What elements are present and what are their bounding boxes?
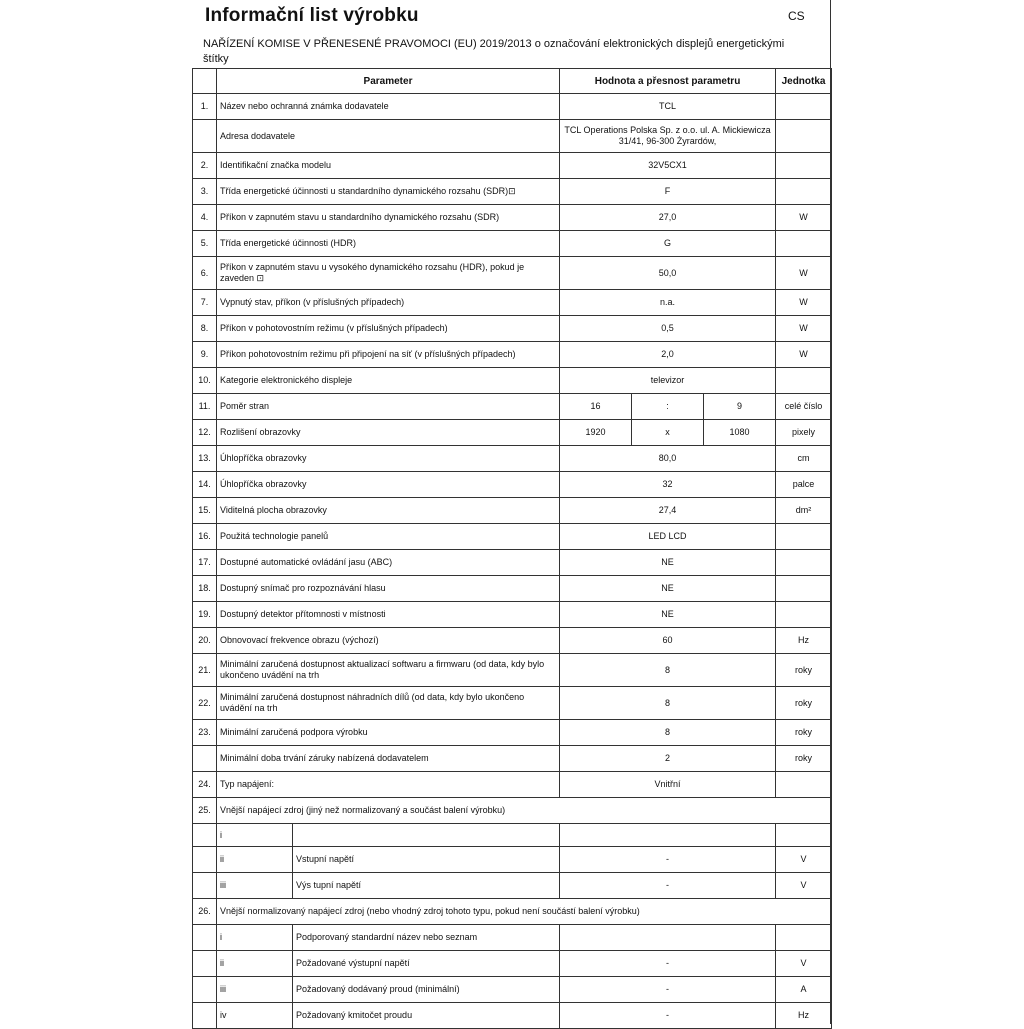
value-part-a: 1920 [560,420,632,446]
row-number: 26. [193,899,217,925]
section-title: Vnější napájecí zdroj (jiný než normalizovaný a součást balení výrobku) [217,798,832,824]
row-number: 24. [193,772,217,798]
table-row [193,257,832,290]
page-title: Informační list výrobku [205,5,419,26]
parameter-unit: dm² [776,498,832,524]
parameter-unit: W [776,257,832,290]
parameter-label: Identifikační značka modelu [217,153,560,179]
row-number: 21. [193,654,217,687]
parameter-value: Vnitřní [560,772,776,798]
sub-value: - [560,1003,776,1029]
sub-row [193,977,832,1003]
sub-label: Výs tupní napětí [293,873,560,899]
sub-row [193,873,832,899]
parameter-unit: Hz [776,628,832,654]
sub-row [193,1003,832,1029]
table-row [193,628,832,654]
parameter-unit: pixely [776,420,832,446]
parameter-value: 32 [560,472,776,498]
parameter-value: NE [560,602,776,628]
row-number: 22. [193,687,217,720]
table-row [193,576,832,602]
table-row [193,120,832,153]
parameter-unit [776,550,832,576]
parameter-unit [776,602,832,628]
empty-cell [193,951,217,977]
parameter-label: Příkon v pohotovostním režimu (v příslušných případech) [217,316,560,342]
parameter-unit [776,94,832,120]
sub-unit: V [776,873,832,899]
parameter-unit: celé číslo [776,394,832,420]
parameter-label: Příkon v zapnutém stavu u standardního dynamického rozsahu (SDR) [217,205,560,231]
sub-index: i [217,925,293,951]
parameter-value: TCL Operations Polska Sp. z o.o. ul. A. Mickiewicza 31/41, 96-300 Żyrardów, [560,120,776,153]
table-row [193,316,832,342]
row-number [193,746,217,772]
language-code: CS [788,9,805,23]
parameter-label: Třída energetické účinnosti (HDR) [217,231,560,257]
table-row [193,394,832,420]
row-number: 4. [193,205,217,231]
parameter-value: 2 [560,746,776,772]
parameter-value: 32V5CX1 [560,153,776,179]
parameter-value: TCL [560,94,776,120]
row-number: 19. [193,602,217,628]
parameter-value: 8 [560,687,776,720]
section-title: Vnější normalizovaný napájecí zdroj (nebo vhodný zdroj tohoto typu, pokud není součástí balení výrobku) [217,899,832,925]
row-number: 8. [193,316,217,342]
parameter-label: Dostupné automatické ovládání jasu (ABC) [217,550,560,576]
parameter-unit: W [776,342,832,368]
sub-value: - [560,977,776,1003]
parameter-label: Minimální zaručená dostupnost aktualizací softwaru a firmwaru (od data, kdy bylo ukončeno uvádění na trh [217,654,560,687]
parameter-unit: roky [776,687,832,720]
table-row [193,746,832,772]
row-number: 14. [193,472,217,498]
unit-header: Jednotka [776,69,832,94]
parameter-unit [776,153,832,179]
parameter-value: televizor [560,368,776,394]
parameter-label: Viditelná plocha obrazovky [217,498,560,524]
parameter-value: 27,4 [560,498,776,524]
parameter-label: Použitá technologie panelů [217,524,560,550]
sub-index: iii [217,873,293,899]
sub-unit: V [776,847,832,873]
sub-label: Podporovaný standardní název nebo seznam [293,925,560,951]
parameter-unit [776,368,832,394]
parameter-value: G [560,231,776,257]
value-part-b: 9 [704,394,776,420]
parameter-label: Minimální zaručená podpora výrobku [217,720,560,746]
parameter-unit: W [776,205,832,231]
parameter-unit: W [776,290,832,316]
value-part-a: 16 [560,394,632,420]
parameter-unit: roky [776,654,832,687]
parameter-value: 60 [560,628,776,654]
table-row [193,342,832,368]
sub-index: iv [217,1003,293,1029]
value-part-b: 1080 [704,420,776,446]
table-row [193,231,832,257]
sub-index: i [217,824,293,847]
sub-unit: A [776,977,832,1003]
row-number: 20. [193,628,217,654]
parameters-table [192,68,832,1029]
sub-unit: V [776,951,832,977]
sub-label [293,824,560,847]
row-number: 15. [193,498,217,524]
parameter-unit: roky [776,746,832,772]
parameter-unit [776,120,832,153]
parameter-unit [776,179,832,205]
row-number: 16. [193,524,217,550]
sub-value: - [560,847,776,873]
row-number: 13. [193,446,217,472]
value-header: Hodnota a přesnost parametru [560,69,776,94]
parameter-unit: roky [776,720,832,746]
table-row [193,602,832,628]
parameter-label: Rozlišení obrazovky [217,420,560,446]
row-number: 6. [193,257,217,290]
num-header [193,69,217,94]
parameter-label: Příkon pohotovostním režimu při připojení na síť (v příslušných případech) [217,342,560,368]
table-row [193,290,832,316]
table-row [193,153,832,179]
parameter-value: 50,0 [560,257,776,290]
parameter-unit [776,231,832,257]
sub-index: iii [217,977,293,1003]
empty-cell [193,873,217,899]
sub-row [193,847,832,873]
parameter-label: Název nebo ochranná známka dodavatele [217,94,560,120]
parameter-unit [776,524,832,550]
parameter-label: Poměr stran [217,394,560,420]
sub-unit [776,925,832,951]
table-row [193,446,832,472]
row-number: 2. [193,153,217,179]
parameter-unit [776,576,832,602]
parameter-label: Kategorie elektronického displeje [217,368,560,394]
regulation-text: NAŘÍZENÍ KOMISE V PŘENESENÉ PRAVOMOCI (EU) 2019/2013 o označování elektronických displejů energetickými štítky [203,38,785,65]
table-header-row [193,69,832,94]
sub-value [560,925,776,951]
parameter-value: 0,5 [560,316,776,342]
parameter-label: Úhlopříčka obrazovky [217,472,560,498]
table-row [193,550,832,576]
empty-cell [193,1003,217,1029]
empty-cell [193,925,217,951]
table-row [193,654,832,687]
parameter-unit: cm [776,446,832,472]
table-row [193,420,832,446]
empty-cell [193,847,217,873]
parameter-value: 80,0 [560,446,776,472]
parameter-label: Příkon v zapnutém stavu u vysokého dynamického rozsahu (HDR), pokud je zaveden ⊡ [217,257,560,290]
parameter-value: 27,0 [560,205,776,231]
table-row [193,205,832,231]
sub-row [193,951,832,977]
row-number: 12. [193,420,217,446]
parameter-value: LED LCD [560,524,776,550]
parameter-label: Minimální zaručená dostupnost náhradních dílů (od data, kdy bylo ukončeno uvádění na trh [217,687,560,720]
value-separator: x [632,420,704,446]
sub-unit: Hz [776,1003,832,1029]
sub-value: - [560,873,776,899]
table-row [193,179,832,205]
table-row [193,772,832,798]
sub-label: Požadovaný kmitočet proudu [293,1003,560,1029]
table-row [193,498,832,524]
sub-row [193,925,832,951]
sub-value [560,824,776,847]
value-separator: : [632,394,704,420]
parameter-label: Třída energetické účinnosti u standardního dynamického rozsahu (SDR)⊡ [217,179,560,205]
section-header-row [193,899,832,925]
parameter-value: F [560,179,776,205]
parameter-unit: W [776,316,832,342]
sub-value: - [560,951,776,977]
table-row [193,368,832,394]
parameter-label: Dostupný detektor přítomnosti v místnosti [217,602,560,628]
row-number: 25. [193,798,217,824]
parameter-label: Minimální doba trvání záruky nabízená dodavatelem [217,746,560,772]
table-row [193,472,832,498]
table-row [193,94,832,120]
empty-cell [193,977,217,1003]
sub-label: Požadované výstupní napětí [293,951,560,977]
row-number: 5. [193,231,217,257]
sub-row [193,824,832,847]
row-number: 10. [193,368,217,394]
parameter-label: Adresa dodavatele [217,120,560,153]
row-number: 11. [193,394,217,420]
sub-index: ii [217,847,293,873]
parameter-unit: palce [776,472,832,498]
parameter-value: 8 [560,654,776,687]
row-number: 9. [193,342,217,368]
row-number [193,120,217,153]
parameter-label: Dostupný snímač pro rozpoznávání hlasu [217,576,560,602]
parameter-label: Typ napájení: [217,772,560,798]
parameter-label: Úhlopříčka obrazovky [217,446,560,472]
table-row [193,720,832,746]
section-header-row [193,798,832,824]
parameter-label: Vypnutý stav, příkon (v příslušných případech) [217,290,560,316]
row-number: 1. [193,94,217,120]
sub-unit [776,824,832,847]
parameter-value: NE [560,576,776,602]
sub-index: ii [217,951,293,977]
table-row [193,687,832,720]
sub-label: Požadovaný dodávaný proud (minimální) [293,977,560,1003]
sub-label: Vstupní napětí [293,847,560,873]
parameter-value: 2,0 [560,342,776,368]
parameter-value: NE [560,550,776,576]
row-number: 17. [193,550,217,576]
row-number: 3. [193,179,217,205]
parameter-value: 8 [560,720,776,746]
row-number: 18. [193,576,217,602]
row-number: 7. [193,290,217,316]
parameter-header: Parameter [217,69,560,94]
parameter-unit [776,772,832,798]
row-number: 23. [193,720,217,746]
empty-cell [193,824,217,847]
table-row [193,524,832,550]
parameter-label: Obnovovací frekvence obrazu (výchozí) [217,628,560,654]
parameter-value: n.a. [560,290,776,316]
